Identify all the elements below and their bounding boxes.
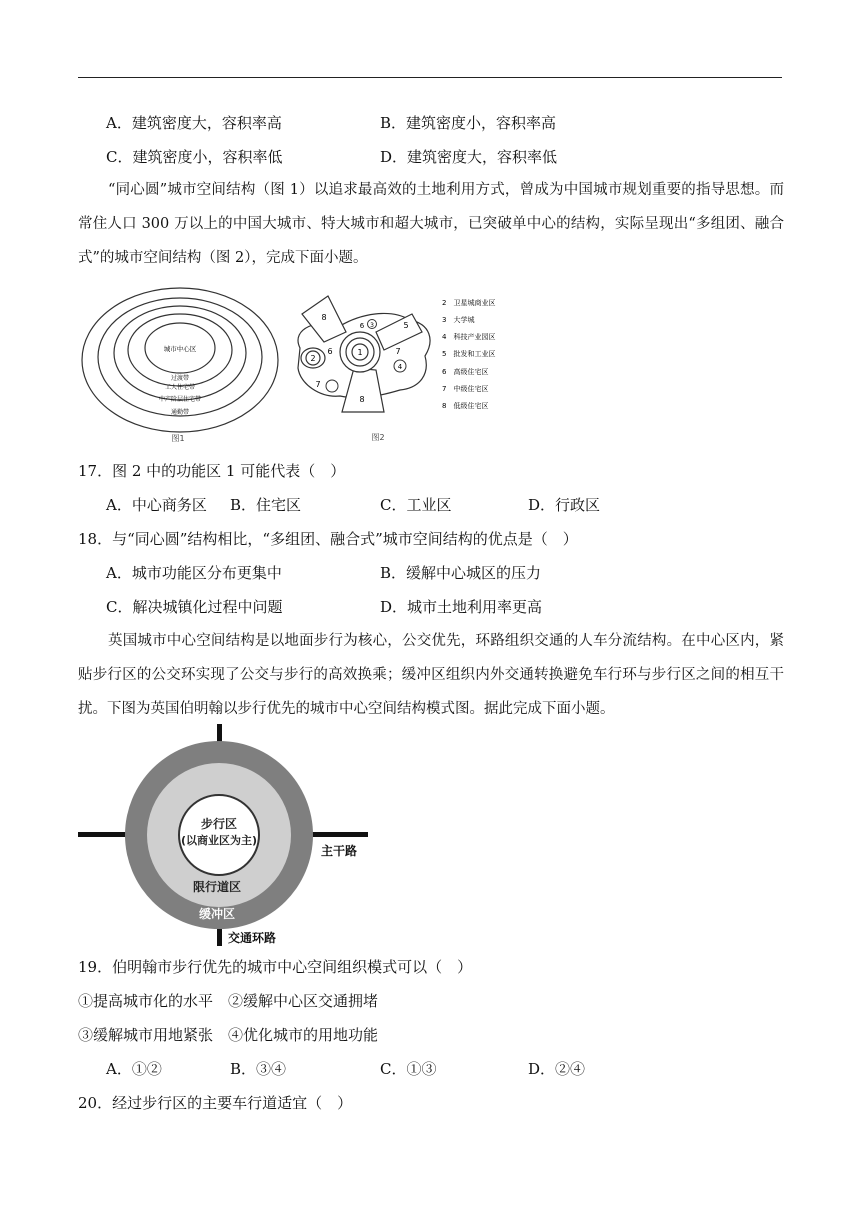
passage-1-text: “同心圆”城市空间结构（图 1）以追求最高效的土地利用方式，曾成为中国城市规划重要的指导思想。而常住人口 300 万以上的中国大城市、特大城市和超大城市，已突破单中心的结构，实际呈现出“多组团、融合式”的城市空间结构（图 2），完成下面小题。 xyxy=(78,182,784,266)
zone-label-5: 5 xyxy=(403,321,409,330)
q16-option-d[interactable]: D．建筑密度大，容积率低 xyxy=(380,148,558,166)
pedestrian-label: 步行区 xyxy=(200,817,238,831)
q20-stem: 20．经过步行区的主要车行道适宜（ ） xyxy=(78,1094,353,1112)
legend-2: 2 卫星城商业区 xyxy=(442,299,496,307)
ring-label-commuter: 通勤带 xyxy=(170,409,190,416)
zone-label-4: 4 xyxy=(397,363,403,371)
figure-1-caption: 图1 xyxy=(171,434,185,443)
q18-option-a[interactable]: A．城市功能区分布更集中 xyxy=(106,564,282,582)
ring-label-worker: 工人住宅带 xyxy=(164,384,196,391)
zone-label-6-top: 6 xyxy=(359,322,365,330)
q17-option-a[interactable]: A．中心商务区 xyxy=(106,496,207,514)
passage-2-text: 英国城市中心空间结构是以地面步行为核心，公交优先，环路组织交通的人车分流结构。在中心区内，紧贴步行区的公交环实现了公交与步行的高效换乘；缓冲区组织内外交通转换避免车行环与步行区之间的相互干扰。下图为英国伯明翰以步行优先的城市中心空间结构模式图。据此完成下面小题。 xyxy=(78,633,784,717)
q19-statements-1: ①提高城市化的水平 ②缓解中心区交通拥堵 xyxy=(78,992,379,1010)
q16-option-a[interactable]: A．建筑密度大，容积率高 xyxy=(106,114,282,132)
figure-2-multicluster xyxy=(280,288,510,446)
zone-label-2: 2 xyxy=(310,354,316,363)
legend-8: 8 低级住宅区 xyxy=(442,402,489,410)
legend-6: 6 高级住宅区 xyxy=(442,368,489,376)
q19-option-d[interactable]: D．②④ xyxy=(528,1060,586,1078)
q19-stem: 19．伯明翰市步行优先的城市中心空间组织模式可以（ ） xyxy=(78,958,473,976)
zone-label-3-top: 3 xyxy=(370,322,374,329)
zone-3-bottom xyxy=(326,380,338,392)
q18-option-c[interactable]: C．解决城镇化过程中问题 xyxy=(106,598,283,616)
pedestrian-sublabel: (以商业区为主) xyxy=(180,834,258,847)
ring-label-transition: 过渡带 xyxy=(170,375,190,382)
zone-label-8-top: 8 xyxy=(321,313,327,322)
buffer-label: 缓冲区 xyxy=(198,907,236,921)
q19-statements-2: ③缓解城市用地紧张 ④优化城市的用地功能 xyxy=(78,1026,379,1044)
q17-option-d[interactable]: D．行政区 xyxy=(528,496,601,514)
passage-1 xyxy=(78,173,784,275)
zone-label-7-right: 7 xyxy=(395,347,401,356)
legend-4: 4 科技产业园区 xyxy=(442,333,496,341)
zone-label-1: 1 xyxy=(357,348,363,357)
figure-3-birmingham xyxy=(78,724,378,946)
legend-5: 5 批发和工业区 xyxy=(442,350,496,358)
q18-option-b[interactable]: B．缓解中心城区的压力 xyxy=(380,564,542,582)
ring-label-middle: 中产阶层住宅带 xyxy=(158,396,202,403)
q19-option-a[interactable]: A．①② xyxy=(106,1060,162,1078)
ring-label-center: 城市中心区 xyxy=(163,345,197,353)
legend-7: 7 中级住宅区 xyxy=(442,385,489,393)
limited-road-label: 限行道区 xyxy=(192,880,242,894)
figure-1-concentric xyxy=(80,285,280,445)
q16-option-c[interactable]: C．建筑密度小，容积率低 xyxy=(106,148,283,166)
zone-label-7-left: 7 xyxy=(315,380,321,389)
q17-stem: 17．图 2 中的功能区 1 可能代表（ ） xyxy=(78,462,346,480)
q19-option-c[interactable]: C．①③ xyxy=(380,1060,437,1078)
header-rule xyxy=(78,77,782,78)
zone-label-6-left: 6 xyxy=(327,347,333,356)
passage-2 xyxy=(78,624,784,726)
q17-option-b[interactable]: B．住宅区 xyxy=(230,496,302,514)
legend-3: 3 大学城 xyxy=(442,316,475,324)
q17-option-c[interactable]: C．工业区 xyxy=(380,496,452,514)
figure-2-caption: 图2 xyxy=(371,433,385,442)
q19-option-b[interactable]: B．③④ xyxy=(230,1060,287,1078)
q18-stem: 18．与“同心圆”结构相比，“多组团、融合式”城市空间结构的优点是（ ） xyxy=(78,530,578,548)
main-road-label: 主干路 xyxy=(321,844,358,858)
zone-label-8-bottom: 8 xyxy=(359,395,365,404)
q16-option-b[interactable]: B．建筑密度小，容积率高 xyxy=(380,114,557,132)
q18-option-d[interactable]: D．城市土地利用率更高 xyxy=(380,598,543,616)
ring-road-label: 交通环路 xyxy=(228,931,277,945)
